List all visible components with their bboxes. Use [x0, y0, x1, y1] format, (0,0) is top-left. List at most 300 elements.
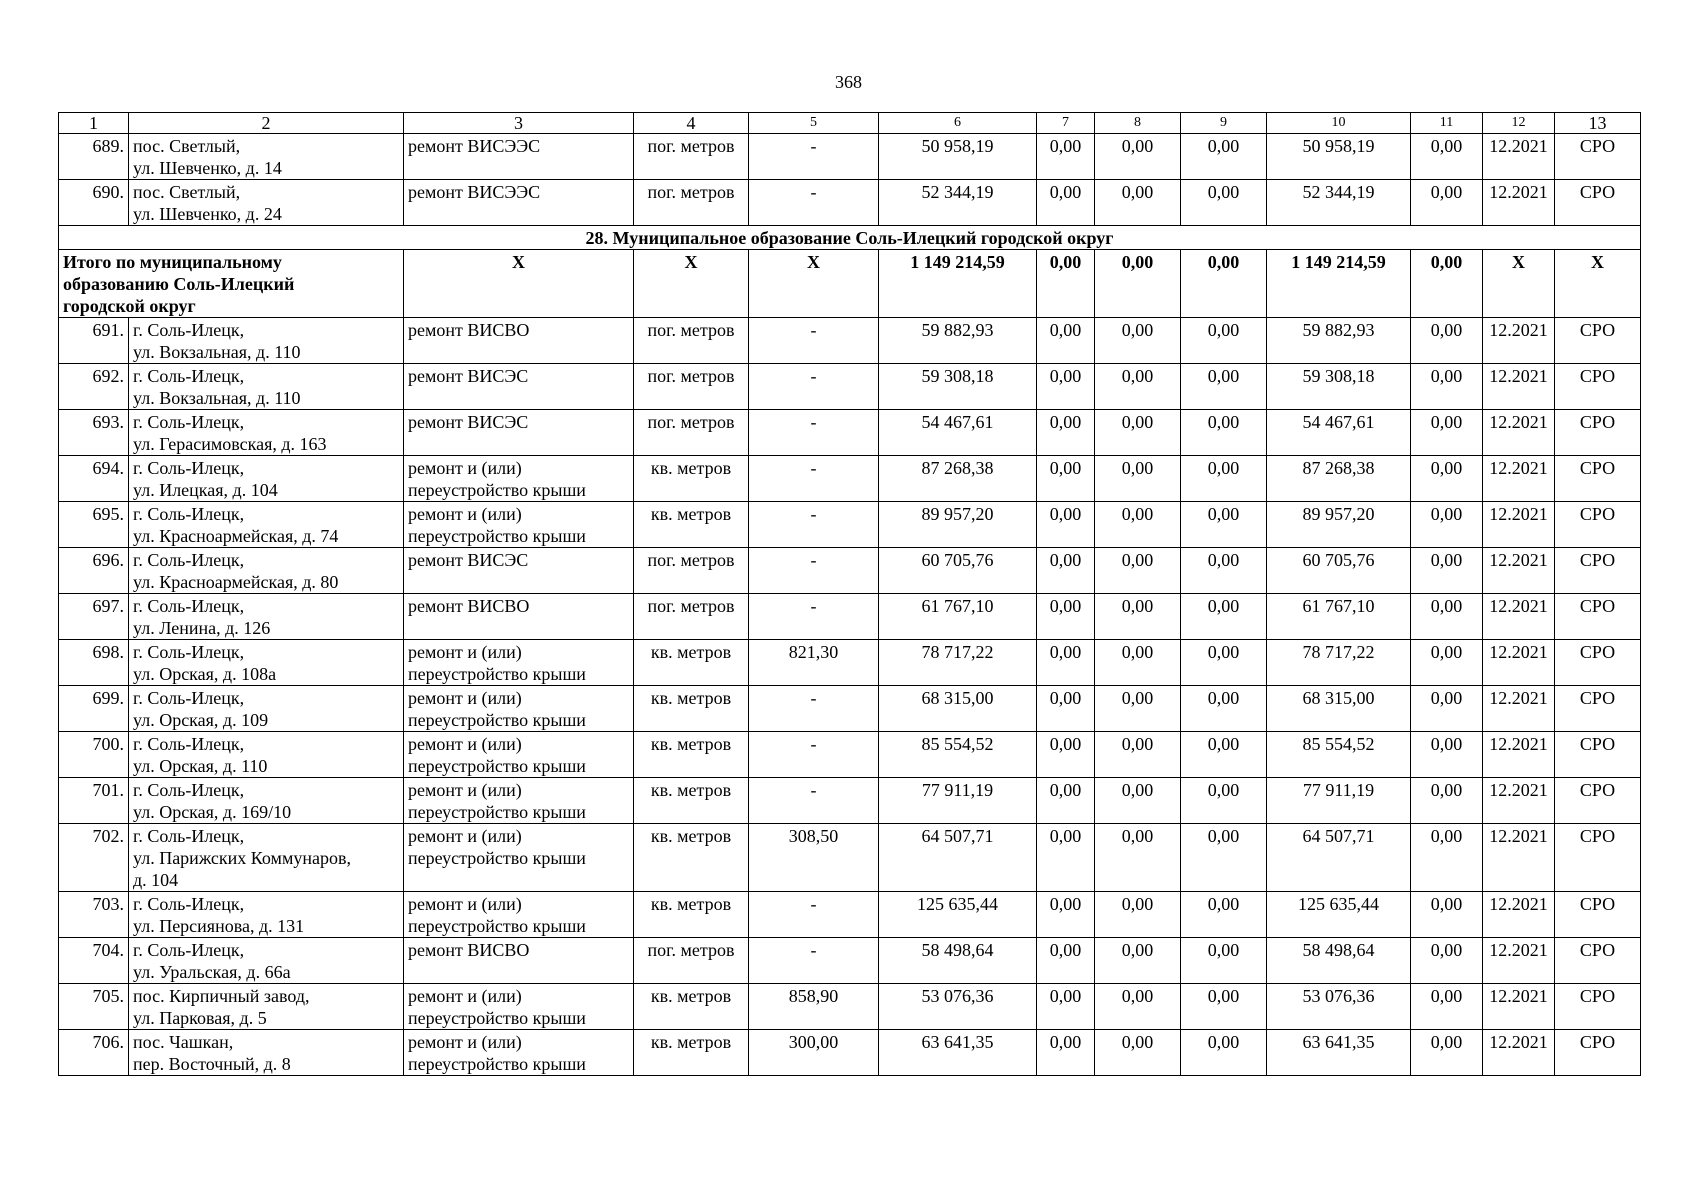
row-c7: 0,00 [1037, 892, 1095, 938]
row-c10: 60 705,76 [1267, 548, 1411, 594]
cell-line: ремонт ВИСВО [408, 320, 530, 340]
row-c7: 0,00 [1037, 410, 1095, 456]
row-number: 706. [59, 1030, 129, 1076]
row-c8: 0,00 [1095, 938, 1181, 984]
row-c12: 12.2021 [1483, 180, 1555, 226]
header-cell-6: 6 [879, 113, 1037, 134]
row-c13: СРО [1555, 732, 1641, 778]
row-address [129, 502, 404, 548]
row-c8: 0,00 [1095, 364, 1181, 410]
row-address [129, 984, 404, 1030]
row-work-type [404, 318, 634, 364]
row-work-type [404, 502, 634, 548]
row-c11: 0,00 [1411, 778, 1483, 824]
total-label [59, 250, 404, 318]
row-c13: СРО [1555, 778, 1641, 824]
table-row [59, 548, 1641, 594]
row-c12: 12.2021 [1483, 686, 1555, 732]
row-c10: 59 882,93 [1267, 318, 1411, 364]
cell-line: ул. Парижских Коммунаров, [133, 848, 351, 868]
row-unit: пог. метров [634, 364, 749, 410]
row-address [129, 180, 404, 226]
cell-line: пос. Светлый, [133, 182, 241, 202]
row-c9: 0,00 [1181, 1030, 1267, 1076]
cell-line: г. Соль-Илецк, [133, 940, 245, 960]
row-work-type [404, 824, 634, 892]
row-c6: 89 957,20 [879, 502, 1037, 548]
row-c10: 54 467,61 [1267, 410, 1411, 456]
cell-line: ремонт и (или) [408, 504, 522, 524]
row-c5: - [749, 938, 879, 984]
row-c5: - [749, 456, 879, 502]
row-c9: 0,00 [1181, 640, 1267, 686]
row-c12: 12.2021 [1483, 1030, 1555, 1076]
row-address [129, 456, 404, 502]
row-c10: 125 635,44 [1267, 892, 1411, 938]
row-c11: 0,00 [1411, 984, 1483, 1030]
row-unit: пог. метров [634, 938, 749, 984]
row-number: 700. [59, 732, 129, 778]
total-c8: 0,00 [1095, 250, 1181, 318]
row-c9: 0,00 [1181, 456, 1267, 502]
row-c12: 12.2021 [1483, 778, 1555, 824]
row-address [129, 134, 404, 180]
cell-line: переустройство крыши [408, 1054, 586, 1074]
row-c9: 0,00 [1181, 364, 1267, 410]
row-c10: 59 308,18 [1267, 364, 1411, 410]
row-c5: - [749, 180, 879, 226]
row-number: 702. [59, 824, 129, 892]
row-number: 693. [59, 410, 129, 456]
total-row [59, 250, 1641, 318]
row-c10: 77 911,19 [1267, 778, 1411, 824]
row-c10: 61 767,10 [1267, 594, 1411, 640]
row-c9: 0,00 [1181, 892, 1267, 938]
row-c8: 0,00 [1095, 134, 1181, 180]
table-row [59, 984, 1641, 1030]
row-c9: 0,00 [1181, 180, 1267, 226]
row-c10: 87 268,38 [1267, 456, 1411, 502]
row-c8: 0,00 [1095, 410, 1181, 456]
row-c11: 0,00 [1411, 502, 1483, 548]
row-c6: 54 467,61 [879, 410, 1037, 456]
page-number: 368 [835, 72, 862, 92]
header-cell-3: 3 [404, 113, 634, 134]
row-address [129, 732, 404, 778]
cell-line: ул. Илецкая, д. 104 [133, 480, 278, 500]
row-unit: пог. метров [634, 180, 749, 226]
row-c6: 58 498,64 [879, 938, 1037, 984]
cell-line: переустройство крыши [408, 802, 586, 822]
row-c6: 64 507,71 [879, 824, 1037, 892]
row-c7: 0,00 [1037, 548, 1095, 594]
cell-line: ремонт ВИСВО [408, 940, 530, 960]
row-c8: 0,00 [1095, 1030, 1181, 1076]
cell-line: ремонт ВИСЭЭС [408, 136, 541, 156]
row-c12: 12.2021 [1483, 640, 1555, 686]
row-number: 691. [59, 318, 129, 364]
cell-line: г. Соль-Илецк, [133, 780, 245, 800]
row-c5: - [749, 502, 879, 548]
row-c11: 0,00 [1411, 410, 1483, 456]
row-c12: 12.2021 [1483, 134, 1555, 180]
cell-line: ул. Шевченко, д. 14 [133, 158, 282, 178]
row-c8: 0,00 [1095, 456, 1181, 502]
total-c13: Х [1555, 250, 1641, 318]
cell-line: г. Соль-Илецк, [133, 550, 245, 570]
cell-line: переустройство крыши [408, 480, 586, 500]
cell-line: ул. Красноармейская, д. 74 [133, 526, 339, 546]
total-c6: 1 149 214,59 [879, 250, 1037, 318]
cell-line: пос. Чашкан, [133, 1032, 234, 1052]
row-c9: 0,00 [1181, 134, 1267, 180]
cell-line: г. Соль-Илецк, [133, 688, 245, 708]
row-c11: 0,00 [1411, 732, 1483, 778]
row-c5: - [749, 732, 879, 778]
row-c9: 0,00 [1181, 410, 1267, 456]
cell-line: г. Соль-Илецк, [133, 412, 245, 432]
table-row [59, 732, 1641, 778]
row-work-type [404, 938, 634, 984]
row-work-type [404, 732, 634, 778]
row-c13: СРО [1555, 938, 1641, 984]
row-c8: 0,00 [1095, 640, 1181, 686]
row-c9: 0,00 [1181, 732, 1267, 778]
row-c11: 0,00 [1411, 134, 1483, 180]
cell-line: г. Соль-Илецк, [133, 504, 245, 524]
row-unit: пог. метров [634, 318, 749, 364]
row-c6: 85 554,52 [879, 732, 1037, 778]
row-c11: 0,00 [1411, 364, 1483, 410]
cell-line: переустройство крыши [408, 1008, 586, 1028]
total-c3: Х [404, 250, 634, 318]
cell-line: г. Соль-Илецк, [133, 734, 245, 754]
cell-line: ремонт и (или) [408, 780, 522, 800]
row-c13: СРО [1555, 502, 1641, 548]
cell-line: ремонт и (или) [408, 986, 522, 1006]
row-unit: кв. метров [634, 732, 749, 778]
row-address [129, 318, 404, 364]
row-number: 692. [59, 364, 129, 410]
row-c6: 61 767,10 [879, 594, 1037, 640]
cell-line: ремонт и (или) [408, 826, 522, 846]
row-c10: 50 958,19 [1267, 134, 1411, 180]
row-c13: СРО [1555, 594, 1641, 640]
row-address [129, 778, 404, 824]
table-row [59, 318, 1641, 364]
cell-line: переустройство крыши [408, 916, 586, 936]
row-c5: 308,50 [749, 824, 879, 892]
row-c6: 68 315,00 [879, 686, 1037, 732]
row-c9: 0,00 [1181, 548, 1267, 594]
row-c13: СРО [1555, 410, 1641, 456]
row-c5: - [749, 364, 879, 410]
row-c9: 0,00 [1181, 686, 1267, 732]
cell-line: ремонт и (или) [408, 894, 522, 914]
row-c6: 63 641,35 [879, 1030, 1037, 1076]
row-c11: 0,00 [1411, 456, 1483, 502]
row-number: 694. [59, 456, 129, 502]
cell-line: ул. Орская, д. 109 [133, 710, 269, 730]
table-row [59, 180, 1641, 226]
total-c5: Х [749, 250, 879, 318]
row-c5: 821,30 [749, 640, 879, 686]
cell-line: ул. Уральская, д. 66а [133, 962, 291, 982]
cell-line: ремонт ВИСЭС [408, 412, 529, 432]
header-cell-7: 7 [1037, 113, 1095, 134]
row-c11: 0,00 [1411, 686, 1483, 732]
cell-line: пер. Восточный, д. 8 [133, 1054, 291, 1074]
table-row [59, 938, 1641, 984]
row-work-type [404, 984, 634, 1030]
row-c9: 0,00 [1181, 824, 1267, 892]
row-c13: СРО [1555, 892, 1641, 938]
cell-line: ул. Персиянова, д. 131 [133, 916, 305, 936]
cell-line: г. Соль-Илецк, [133, 366, 245, 386]
row-c10: 68 315,00 [1267, 686, 1411, 732]
row-number: 699. [59, 686, 129, 732]
row-unit: пог. метров [634, 594, 749, 640]
row-unit: кв. метров [634, 778, 749, 824]
row-c11: 0,00 [1411, 594, 1483, 640]
row-work-type [404, 594, 634, 640]
row-c8: 0,00 [1095, 892, 1181, 938]
total-c11: 0,00 [1411, 250, 1483, 318]
row-c7: 0,00 [1037, 594, 1095, 640]
row-c12: 12.2021 [1483, 938, 1555, 984]
cell-line: переустройство крыши [408, 756, 586, 776]
row-c12: 12.2021 [1483, 502, 1555, 548]
row-c6: 59 308,18 [879, 364, 1037, 410]
row-c8: 0,00 [1095, 548, 1181, 594]
row-number: 701. [59, 778, 129, 824]
table-row [59, 456, 1641, 502]
row-c10: 58 498,64 [1267, 938, 1411, 984]
row-c9: 0,00 [1181, 502, 1267, 548]
row-address [129, 938, 404, 984]
cell-line: ул. Красноармейская, д. 80 [133, 572, 339, 592]
row-work-type [404, 778, 634, 824]
row-address [129, 594, 404, 640]
cell-line: ул. Ленина, д. 126 [133, 618, 271, 638]
row-c8: 0,00 [1095, 318, 1181, 364]
table-row [59, 364, 1641, 410]
header-cell-5: 5 [749, 113, 879, 134]
row-c13: СРО [1555, 984, 1641, 1030]
row-work-type [404, 640, 634, 686]
cell-line: г. Соль-Илецк, [133, 596, 245, 616]
row-c5: - [749, 134, 879, 180]
row-c10: 64 507,71 [1267, 824, 1411, 892]
table-row [59, 686, 1641, 732]
row-work-type [404, 180, 634, 226]
row-c12: 12.2021 [1483, 824, 1555, 892]
row-address [129, 1030, 404, 1076]
row-address [129, 640, 404, 686]
row-c10: 89 957,20 [1267, 502, 1411, 548]
row-c7: 0,00 [1037, 640, 1095, 686]
row-c13: СРО [1555, 548, 1641, 594]
row-c12: 12.2021 [1483, 732, 1555, 778]
row-address [129, 686, 404, 732]
row-c11: 0,00 [1411, 1030, 1483, 1076]
row-c8: 0,00 [1095, 778, 1181, 824]
row-c13: СРО [1555, 456, 1641, 502]
cell-line: ул. Вокзальная, д. 110 [133, 342, 301, 362]
header-cell-13: 13 [1555, 113, 1641, 134]
row-c12: 12.2021 [1483, 892, 1555, 938]
row-c11: 0,00 [1411, 640, 1483, 686]
row-c6: 87 268,38 [879, 456, 1037, 502]
row-unit: кв. метров [634, 1030, 749, 1076]
row-c13: СРО [1555, 686, 1641, 732]
header-cell-10: 10 [1267, 113, 1411, 134]
row-c5: - [749, 410, 879, 456]
row-work-type [404, 548, 634, 594]
row-unit: пог. метров [634, 410, 749, 456]
cell-line: ремонт и (или) [408, 734, 522, 754]
table-row [59, 410, 1641, 456]
row-c11: 0,00 [1411, 824, 1483, 892]
cell-line: ремонт и (или) [408, 688, 522, 708]
total-c9: 0,00 [1181, 250, 1267, 318]
cell-line: городской округ [63, 296, 196, 316]
table-row [59, 892, 1641, 938]
cell-line: переустройство крыши [408, 848, 586, 868]
row-c6: 125 635,44 [879, 892, 1037, 938]
section-title: 28. Муниципальное образование Соль-Илецкий городской округ [59, 226, 1641, 250]
row-c6: 77 911,19 [879, 778, 1037, 824]
cell-line: переустройство крыши [408, 710, 586, 730]
row-c6: 50 958,19 [879, 134, 1037, 180]
row-c5: - [749, 318, 879, 364]
table-row [59, 502, 1641, 548]
cell-line: ремонт ВИСЭЭС [408, 182, 541, 202]
row-c7: 0,00 [1037, 364, 1095, 410]
row-number: 698. [59, 640, 129, 686]
row-c12: 12.2021 [1483, 594, 1555, 640]
header-cell-12: 12 [1483, 113, 1555, 134]
row-work-type [404, 134, 634, 180]
row-number: 704. [59, 938, 129, 984]
cell-line: пос. Кирпичный завод, [133, 986, 310, 1006]
row-unit: пог. метров [634, 548, 749, 594]
header-cell-2: 2 [129, 113, 404, 134]
row-work-type [404, 364, 634, 410]
cell-line: г. Соль-Илецк, [133, 320, 245, 340]
total-c10: 1 149 214,59 [1267, 250, 1411, 318]
row-unit: кв. метров [634, 984, 749, 1030]
row-c6: 60 705,76 [879, 548, 1037, 594]
row-address [129, 548, 404, 594]
total-c7: 0,00 [1037, 250, 1095, 318]
header-cell-11: 11 [1411, 113, 1483, 134]
row-c12: 12.2021 [1483, 318, 1555, 364]
table-row [59, 824, 1641, 892]
cell-line: переустройство крыши [408, 664, 586, 684]
row-c11: 0,00 [1411, 938, 1483, 984]
cell-line: г. Соль-Илецк, [133, 458, 245, 478]
cell-line: ремонт ВИСЭС [408, 550, 529, 570]
row-c11: 0,00 [1411, 892, 1483, 938]
cell-line: переустройство крыши [408, 526, 586, 546]
row-c8: 0,00 [1095, 984, 1181, 1030]
row-c13: СРО [1555, 364, 1641, 410]
table-row [59, 1030, 1641, 1076]
row-work-type [404, 892, 634, 938]
cell-line: д. 104 [133, 870, 179, 890]
row-c5: - [749, 548, 879, 594]
row-c5: - [749, 892, 879, 938]
row-c8: 0,00 [1095, 502, 1181, 548]
row-c9: 0,00 [1181, 938, 1267, 984]
row-c13: СРО [1555, 134, 1641, 180]
row-c12: 12.2021 [1483, 548, 1555, 594]
row-address [129, 364, 404, 410]
cell-line: ремонт ВИСВО [408, 596, 530, 616]
row-c7: 0,00 [1037, 938, 1095, 984]
row-c11: 0,00 [1411, 318, 1483, 364]
row-c9: 0,00 [1181, 778, 1267, 824]
row-c10: 53 076,36 [1267, 984, 1411, 1030]
row-c5: 858,90 [749, 984, 879, 1030]
cell-line: ул. Шевченко, д. 24 [133, 204, 282, 224]
row-address [129, 892, 404, 938]
row-c7: 0,00 [1037, 502, 1095, 548]
row-c8: 0,00 [1095, 180, 1181, 226]
cell-line: Итого по муниципальному [63, 252, 282, 272]
row-c6: 78 717,22 [879, 640, 1037, 686]
row-work-type [404, 686, 634, 732]
row-unit: кв. метров [634, 456, 749, 502]
cell-line: г. Соль-Илецк, [133, 642, 245, 662]
row-c9: 0,00 [1181, 318, 1267, 364]
cell-line: г. Соль-Илецк, [133, 894, 245, 914]
row-number: 689. [59, 134, 129, 180]
row-c5: - [749, 778, 879, 824]
header-cell-4: 4 [634, 113, 749, 134]
cell-line: ул. Орская, д. 110 [133, 756, 268, 776]
total-c12: Х [1483, 250, 1555, 318]
cell-line: ремонт и (или) [408, 642, 522, 662]
header-cell-8: 8 [1095, 113, 1181, 134]
row-work-type [404, 1030, 634, 1076]
row-c7: 0,00 [1037, 732, 1095, 778]
row-c13: СРО [1555, 640, 1641, 686]
row-c8: 0,00 [1095, 732, 1181, 778]
row-c8: 0,00 [1095, 824, 1181, 892]
row-c5: 300,00 [749, 1030, 879, 1076]
row-c13: СРО [1555, 318, 1641, 364]
row-c13: СРО [1555, 1030, 1641, 1076]
row-unit: кв. метров [634, 686, 749, 732]
row-c7: 0,00 [1037, 1030, 1095, 1076]
cell-line: ул. Орская, д. 108а [133, 664, 277, 684]
row-c13: СРО [1555, 180, 1641, 226]
row-c10: 78 717,22 [1267, 640, 1411, 686]
header-cell-9: 9 [1181, 113, 1267, 134]
row-address [129, 824, 404, 892]
cell-line: ул. Герасимовская, д. 163 [133, 434, 327, 454]
row-c9: 0,00 [1181, 594, 1267, 640]
row-address [129, 410, 404, 456]
row-number: 705. [59, 984, 129, 1030]
row-c13: СРО [1555, 824, 1641, 892]
row-c12: 12.2021 [1483, 410, 1555, 456]
row-c10: 63 641,35 [1267, 1030, 1411, 1076]
row-c5: - [749, 594, 879, 640]
row-work-type [404, 410, 634, 456]
